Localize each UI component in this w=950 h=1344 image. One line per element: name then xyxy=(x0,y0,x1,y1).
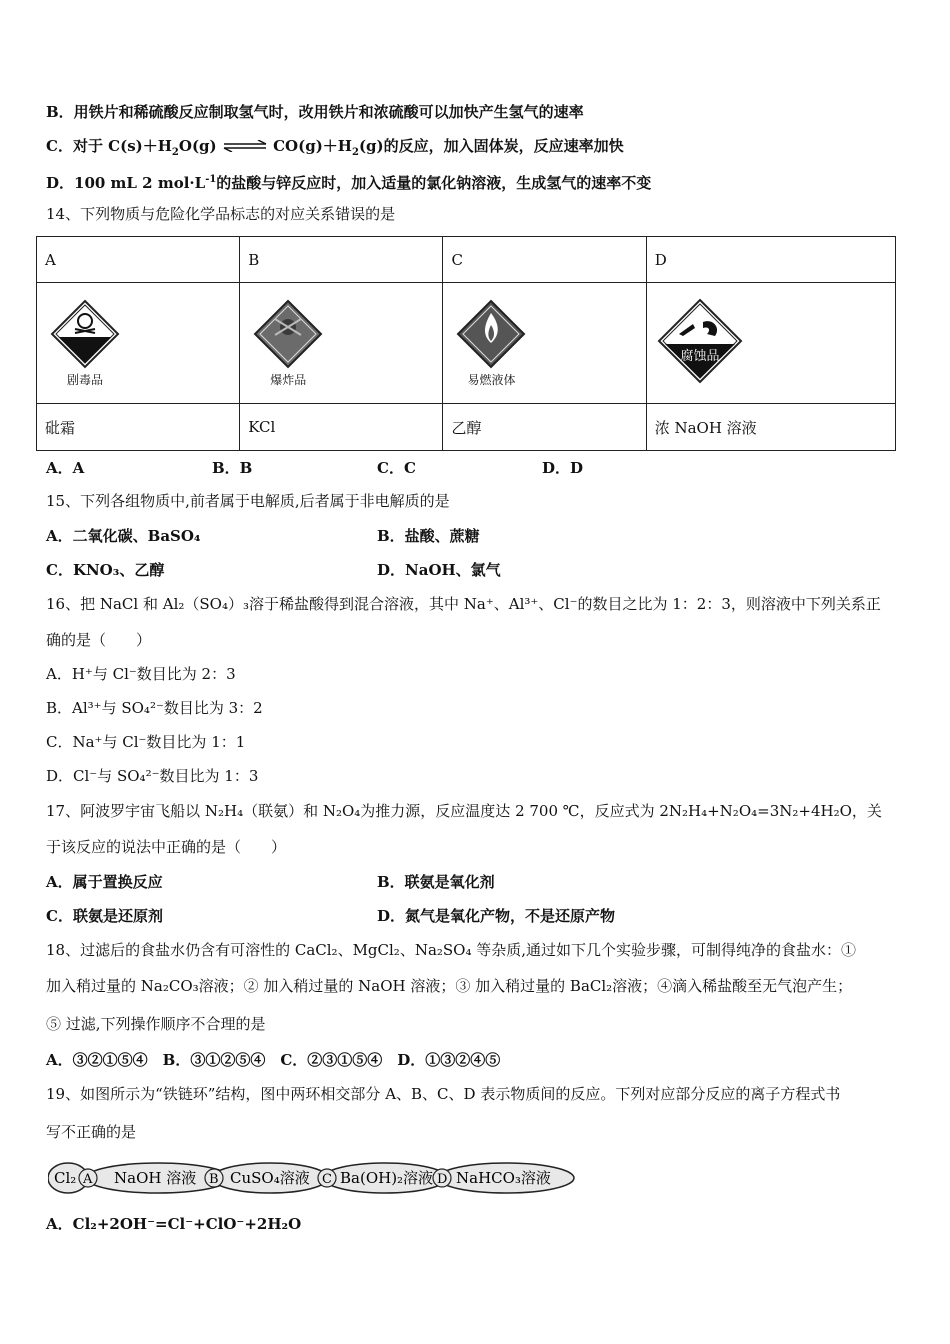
substance-d: 浓 NaOH 溶液 xyxy=(646,404,895,451)
chain-label-cl2: Cl₂ xyxy=(54,1169,77,1187)
header-a: A xyxy=(37,237,240,283)
q13-option-b: B．用铁片和稀硫酸反应制取氢气时，改用铁片和浓硫酸可以加快产生氢气的速率 xyxy=(46,103,584,121)
chain-label-baoh2: Ba(OH)₂溶液 xyxy=(340,1169,434,1187)
skull-icon xyxy=(50,299,120,369)
chain-letter-d: D xyxy=(437,1172,448,1187)
chain-letter-c: C xyxy=(322,1172,332,1187)
explosion-icon xyxy=(253,299,323,369)
corrosive-sign xyxy=(655,298,745,384)
header-b: B xyxy=(240,237,443,283)
chain-letter-b: B xyxy=(209,1172,219,1187)
corrosive-icon xyxy=(657,298,743,384)
q18-stem-line3: ⑤ 过滤,下列操作顺序不合理的是 xyxy=(46,1015,266,1033)
q15-option-a: A．二氧化碳、BaSO₄ xyxy=(46,527,201,545)
q14-option-b: B．B xyxy=(212,459,253,477)
flammable-caption: 易燃液体 xyxy=(467,372,516,387)
q18-stem-line1: 18、过滤后的食盐水仍含有可溶性的 CaCl₂、MgCl₂、Na₂SO₄ 等杂质,通过如下几个实验步骤，可制得纯净的食盐水：① xyxy=(46,941,857,959)
substance-a: 砒霜 xyxy=(37,404,240,451)
chain-label-nahco3: NaHCO₃溶液 xyxy=(456,1169,551,1187)
q14-stem: 14、下列物质与危险化学品标志的对应关系错误的是 xyxy=(46,205,396,223)
q15-option-c: C．KNO₃、乙醇 xyxy=(46,561,165,579)
substance-b: KCl xyxy=(240,404,443,451)
corrosive-caption: 腐蚀品 xyxy=(680,349,720,364)
header-c: C xyxy=(443,237,646,283)
q16-stem-line2: 确的是（ ） xyxy=(46,631,152,649)
q19-option-a: A．Cl₂+2OH⁻=Cl⁻+ClO⁻+2H₂O xyxy=(46,1215,302,1233)
chain-letter-a: A xyxy=(83,1172,93,1187)
q16-option-c: C．Na⁺与 Cl⁻数目比为 1：1 xyxy=(46,733,246,751)
q17-stem-line2: 于该反应的说法中正确的是（ ） xyxy=(46,838,287,856)
q19-stem-line1: 19、如图所示为“铁链环”结构，图中两环相交部分 A、B、C、D 表示物质间的反应。下列对应部分反应的离子方程式书 xyxy=(46,1085,841,1103)
header-d: D xyxy=(646,237,895,283)
q16-stem-line1: 16、把 NaCl 和 Al₂（SO₄）₃溶于稀盐酸得到混合溶液，其中 Na⁺、Al³⁺、Cl⁻的数目之比为 1：2：3，则溶液中下列关系正 xyxy=(46,595,881,613)
q14-option-d: D．D xyxy=(542,459,584,477)
q17-option-a: A．属于置换反应 xyxy=(46,873,163,891)
q14-option-a: A．A xyxy=(46,459,85,477)
q17-stem-line1: 17、阿波罗宇宙飞船以 N₂H₄（联氨）和 N₂O₄为推力源，反应温度达 2 700 ℃，反应式为 2N₂H₄+N₂O₄=3N₂+4H₂O，关 xyxy=(46,802,882,820)
chain-label-cuso4: CuSO₄溶液 xyxy=(230,1169,310,1187)
q15-option-d: D．NaOH、氯气 xyxy=(377,561,501,579)
chain-label-naoh: NaOH 溶液 xyxy=(114,1169,197,1187)
toxic-sign xyxy=(45,299,125,388)
flammable-sign xyxy=(451,299,531,388)
flame-icon xyxy=(456,299,526,369)
q13-option-c: C．对于 $C(s)+H_2O(g)$ $CO(g)+H_2(g)$的反应，加入固体炭，反应速率加快 xyxy=(46,137,624,158)
explosive-caption: 爆炸品 xyxy=(270,372,307,387)
q18-options: A．③②①⑤④ B．③①②⑤④ C．②③①⑤④ D．①③②④⑤ xyxy=(46,1051,501,1069)
q15-option-b: B．盐酸、蔗糖 xyxy=(377,527,480,545)
q19-stem-line2: 写不正确的是 xyxy=(46,1123,137,1141)
q13-option-d: D．100 mL 2 $mol\cdot L^{-1}$的盐酸与锌反应时，加入适量的氯化钠溶液，生成氢气的速率不变 xyxy=(46,174,652,192)
q17-option-b: B．联氨是氧化剂 xyxy=(377,873,495,891)
hazard-table xyxy=(36,236,896,451)
explosive-sign xyxy=(248,299,328,388)
q17-option-d: D．氮气是氧化产物，不是还原产物 xyxy=(377,907,616,925)
q15-stem: 15、下列各组物质中,前者属于电解质,后者属于非电解质的是 xyxy=(46,492,450,510)
q17-option-c: C．联氨是还原剂 xyxy=(46,907,163,925)
equilibrium-arrow-icon xyxy=(222,137,268,157)
q14-option-c: C．C xyxy=(377,459,416,477)
q16-option-d: D．Cl⁻与 SO₄²⁻数目比为 1：3 xyxy=(46,767,259,785)
q18-stem-line2: 加入稍过量的 Na₂CO₃溶液；② 加入稍过量的 NaOH 溶液；③ 加入稍过量的 BaCl₂溶液；④滴入稀盐酸至无气泡产生； xyxy=(46,977,853,995)
toxic-caption: 剧毒品 xyxy=(66,372,103,387)
substance-c: 乙醇 xyxy=(443,404,646,451)
q16-option-a: A．H⁺与 Cl⁻数目比为 2：3 xyxy=(46,665,236,683)
iron-chain-diagram xyxy=(48,1160,578,1196)
q16-option-b: B．Al³⁺与 SO₄²⁻数目比为 3：2 xyxy=(46,699,263,717)
